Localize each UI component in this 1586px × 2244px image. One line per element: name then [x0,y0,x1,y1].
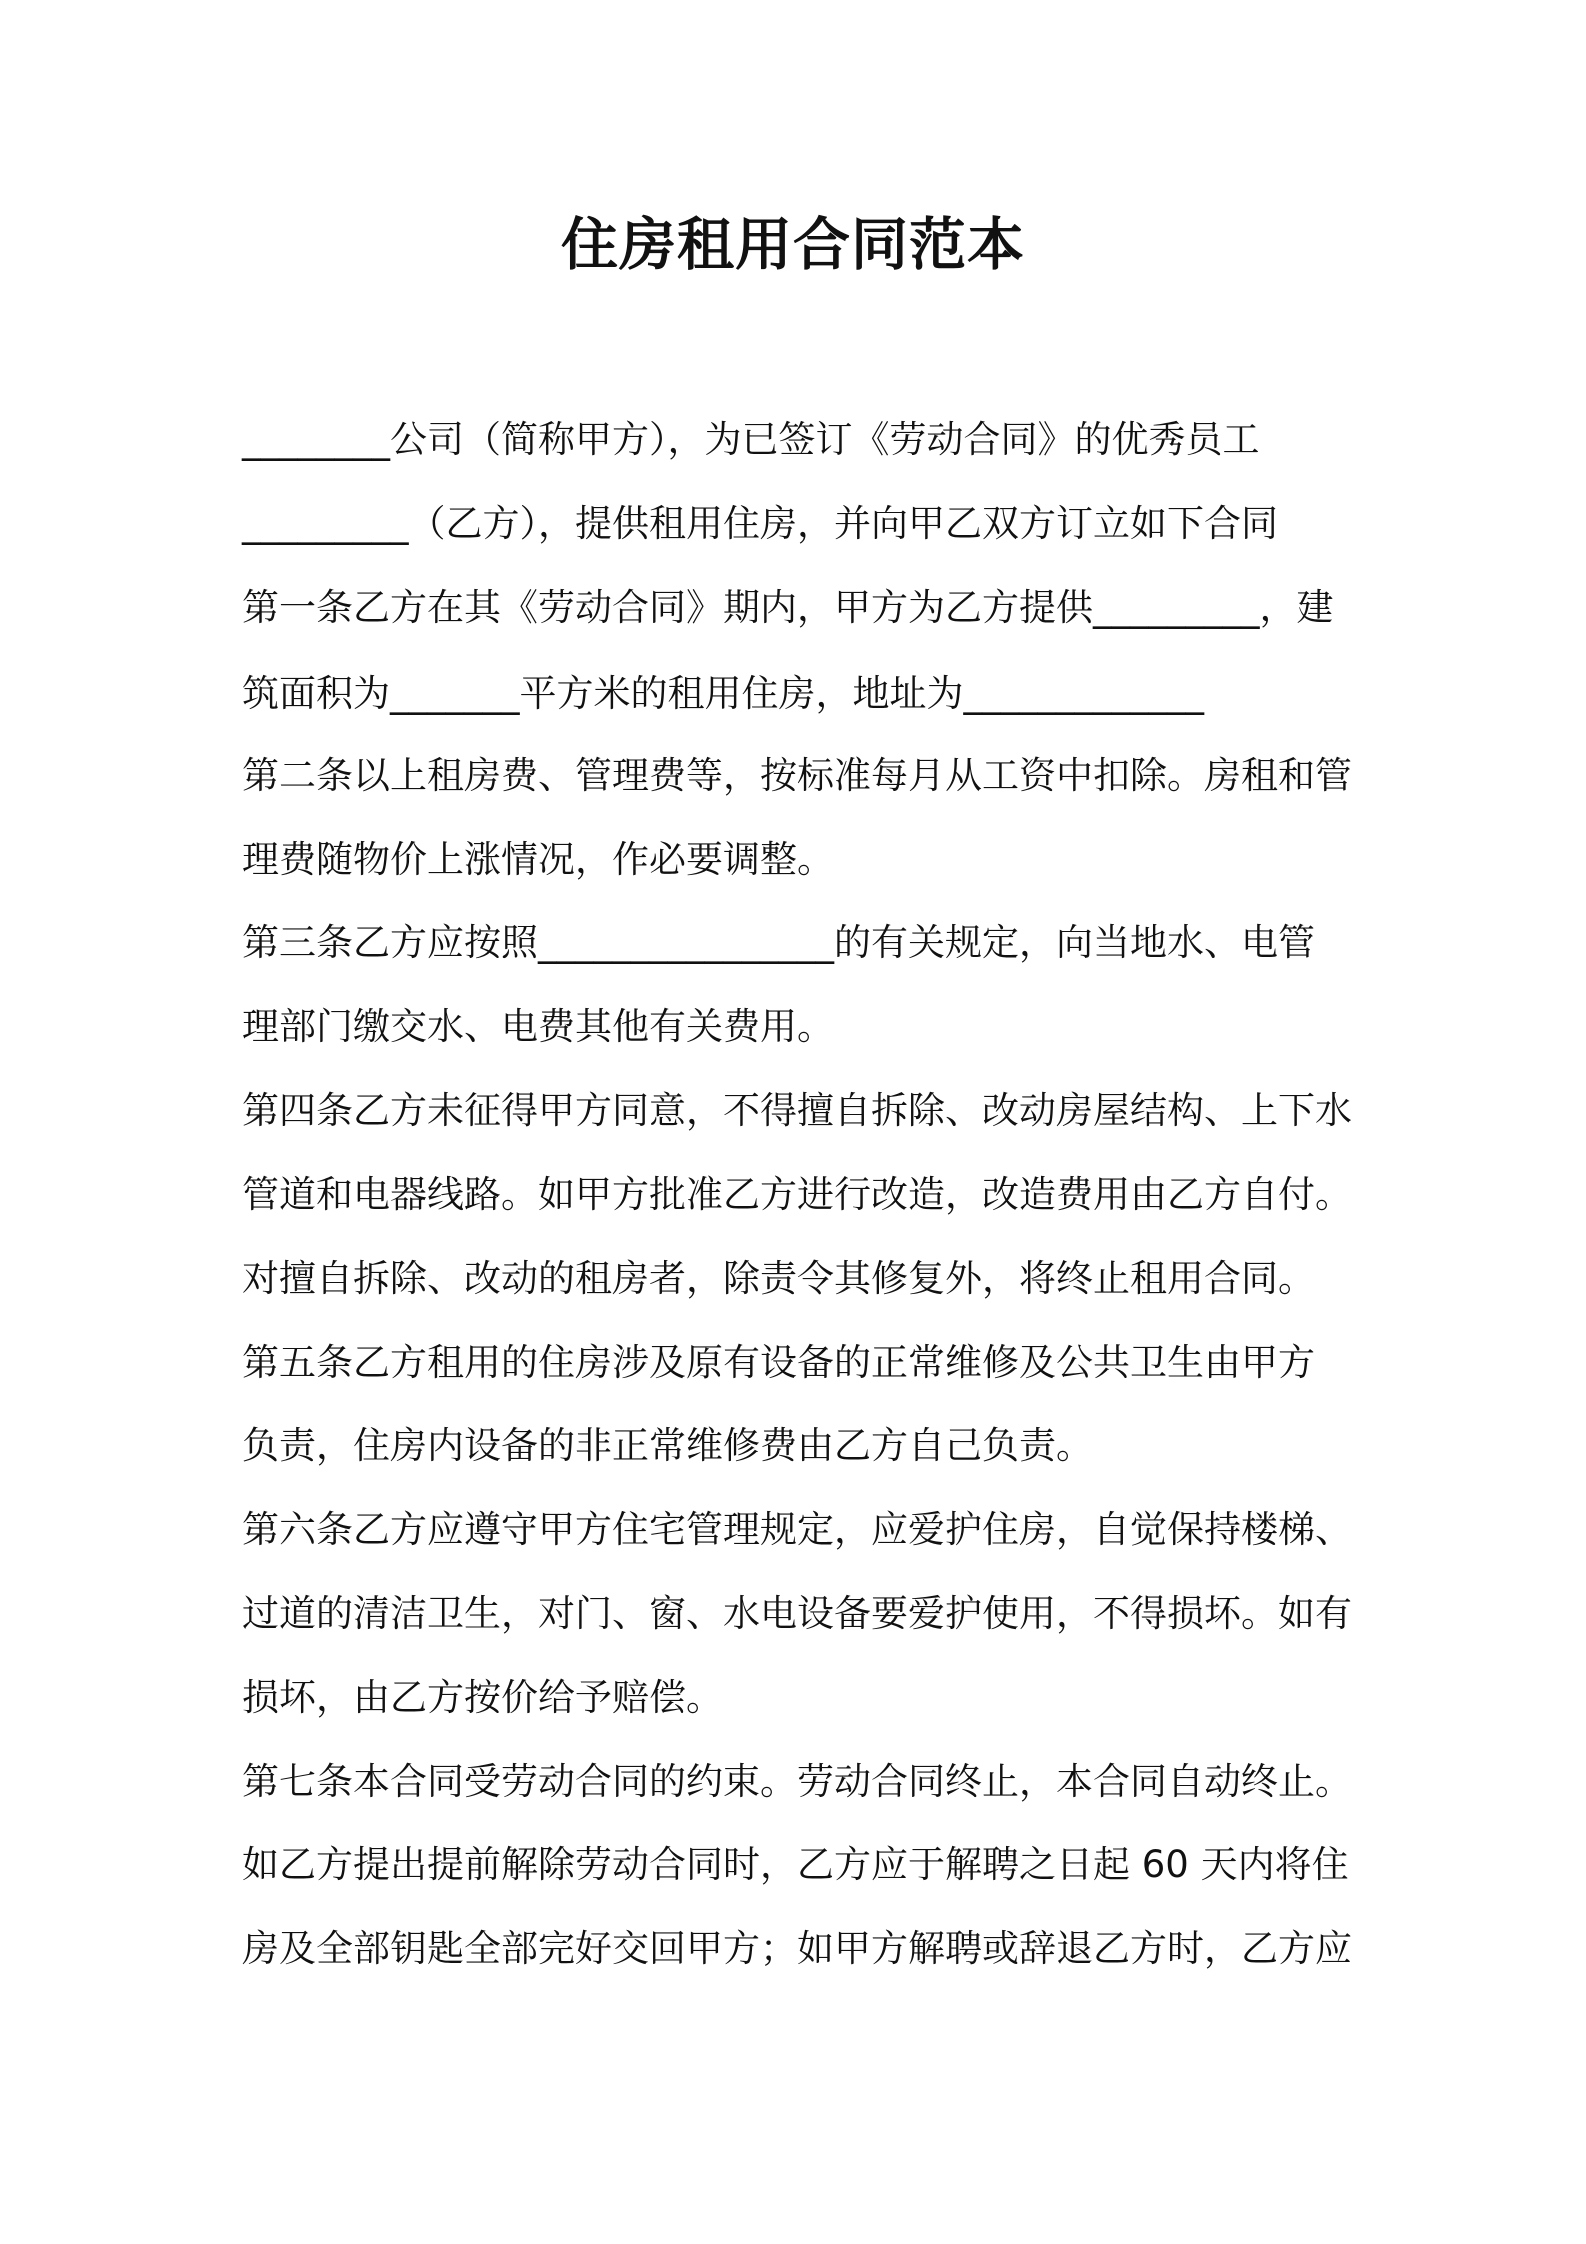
text-line-10: 管道和电器线路。如甲方批准乙方进行改造，改造费用由乙方自付。 [242,1173,1352,1216]
text-line-5: 第二条以上租房费、管理费等，按标准每月从工资中扣除。房租和管 [242,754,1352,797]
text-line-3: 第一条乙方在其《劳动合同》期内，甲方为乙方提供_________，建 [242,586,1334,629]
document-title: 住房租用合同范本 [561,212,1025,278]
text-line-6: 理费随物价上涨情况，作必要调整。 [242,838,834,881]
text-line-11: 对擅自拆除、改动的租房者，除责令其修复外，将终止租用合同。 [242,1257,1315,1300]
text-line-18: 如乙方提出提前解除劳动合同时，乙方应于解聘之日起 60 天内将住 [242,1843,1349,1886]
text-line-7: 第三条乙方应按照________________的有关规定，向当地水、电管 [242,921,1315,964]
text-line-12: 第五条乙方租用的住房涉及原有设备的正常维修及公共卫生由甲方 [242,1341,1315,1384]
text-line-1: ________公司（简称甲方），为已签订《劳动合同》的优秀员工 [242,418,1260,461]
text-line-2: _________（乙方），提供租用住房，并向甲乙双方订立如下合同 [242,502,1278,545]
text-line-19: 房及全部钥匙全部完好交回甲方；如甲方解聘或辞退乙方时，乙方应 [242,1927,1352,1970]
text-line-4: 筑面积为_______平方米的租用住房，地址为_____________ [242,672,1204,715]
text-line-9: 第四条乙方未征得甲方同意，不得擅自拆除、改动房屋结构、上下水 [242,1089,1352,1132]
text-line-15: 过道的清洁卫生，对门、窗、水电设备要爱护使用，不得损坏。如有 [242,1592,1352,1635]
text-line-14: 第六条乙方应遵守甲方住宅管理规定，应爱护住房，自觉保持楼梯、 [242,1508,1352,1551]
text-line-8: 理部门缴交水、电费其他有关费用。 [242,1005,834,1048]
text-line-13: 负责，住房内设备的非正常维修费由乙方自己负责。 [242,1424,1093,1467]
text-line-16: 损坏，由乙方按价给予赔偿。 [242,1676,723,1719]
text-line-17: 第七条本合同受劳动合同的约束。劳动合同终止，本合同自动终止。 [242,1760,1352,1803]
